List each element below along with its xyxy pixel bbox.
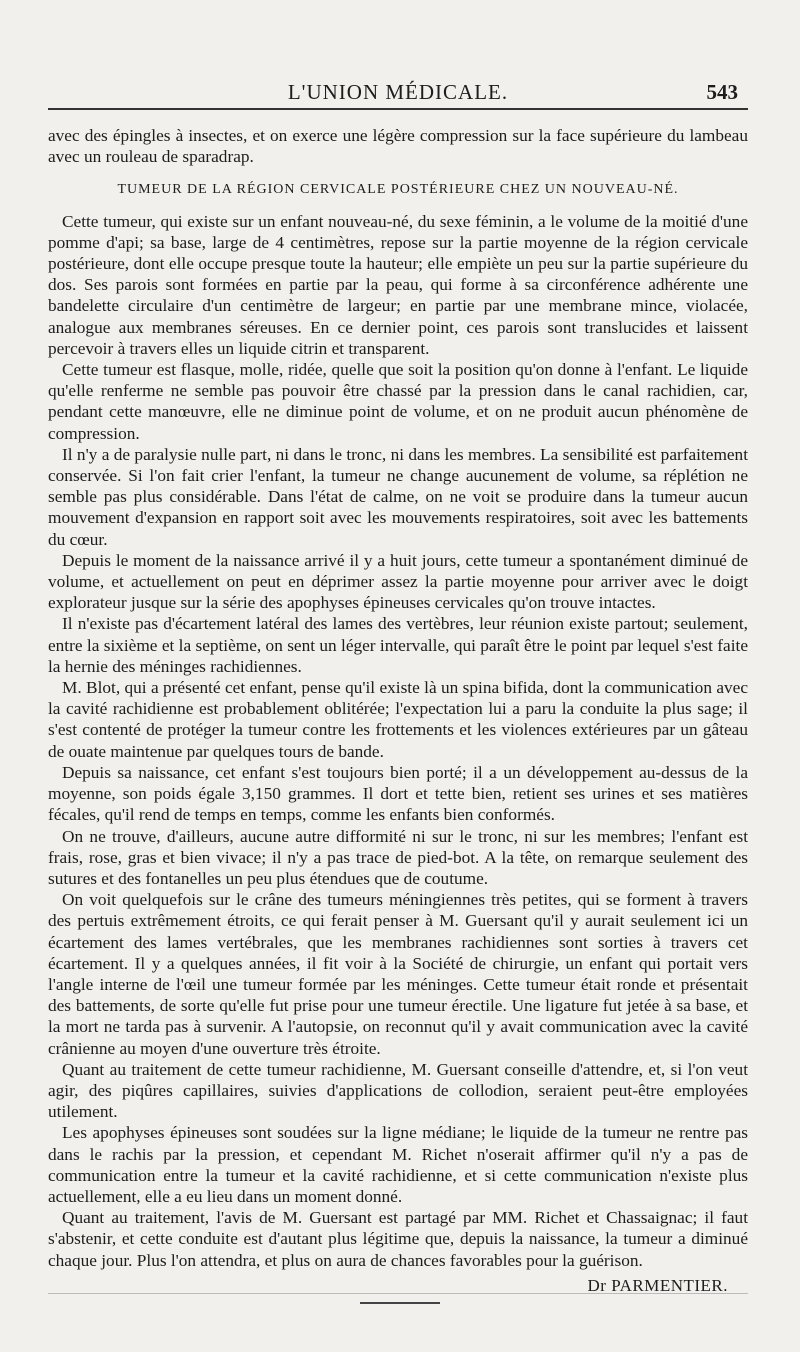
page-header — [48, 76, 748, 106]
article-body — [48, 125, 748, 1296]
author-signature: Dr PARMENTIER. — [587, 1275, 728, 1295]
paragraph-4: Depuis le moment de la naissance arrivé il y a huit jours, cette tumeur a spontanément diminué de volume, et actuellement on peut en déprimer assez la partie moyenne pour arriver avec le doigt explorateur jusque sur la série des apophyses épineuses cervicales qu'on trouve intactes. — [48, 550, 748, 613]
paragraph-8: On ne trouve, d'ailleurs, aucune autre difformité ni sur le tronc, ni sur les membres; l'enfant est frais, rose, gras et bien vivace; il n'y a pas trace de pied-bot. A la tête, on remarque seulement des sutures et des fontanelles un peu plus étendues que de coutume. — [48, 826, 748, 888]
paragraph-3: Il n'y a de paralysie nulle part, ni dans le tronc, ni dans les membres. La sensibilité est parfaitement conservée. Si l'on fait crier l'enfant, la tumeur ne change aucunement de volume, sa réplétion ne semble pas plus considérable. Dans l'état de calme, on ne voit se produire dans la tumeur aucun mouvement d'expansion en rapport soit avec les mouvements respiratoires, soit avec les battements du cœur. — [48, 444, 748, 549]
paragraph-6: M. Blot, qui a présenté cet enfant, pense qu'il existe là un spina bifida, dont la communication avec la cavité rachidienne est probablement oblitérée; l'expectation lui a paru la conduite la plus sage; il s'est contenté de protéger la tumeur contre les frottements et les violences extérieures par un gâteau de ouate maintenue par quelques tours de bande. — [48, 678, 748, 761]
paragraph-5: Il n'existe pas d'écartement latéral des lames des vertèbres, leur réunion existe partout; seulement, entre la sixième et la septième, on sent un léger intervalle, qui paraît être le point par lequel s'est faite la hernie des méninges rachidiennes. — [48, 614, 748, 676]
running-head: L'UNION MÉDICALE. — [287, 80, 509, 104]
header-rule — [48, 108, 748, 110]
paragraph-12: Quant au traitement, l'avis de M. Guersant est partagé par MM. Richet et Chassaignac; il faut s'abstenir, et cette conduite est d'autant plus légitime que, depuis la naissance, la tumeur a diminué chaque jour. Plus l'on attendra, et plus on aura de chances favorables pour la guérison. — [48, 1208, 748, 1270]
paragraph-2: Cette tumeur est flasque, molle, ridée, quelle que soit la position qu'on donne à l'enfant. Le liquide qu'elle renferme ne semble pas pouvoir être chassé par la pression dans le canal rachidien, car, pendant cette manœuvre, elle ne diminue point de volume, et on ne produit aucun phénomène de compression. — [48, 360, 748, 443]
footer-rule — [360, 1302, 440, 1304]
paragraph-9: On voit quelquefois sur le crâne des tumeurs méningiennes très petites, qui se forment à travers des pertuis extrêmement étroits, ce qui ferait penser à M. Guersant qu'il y aurait seulement ici un écartement des lames vertébrales, que les membranes rachidiennes sont sorties à travers cet écartement. Il y a quelques années, il fit voir à la Société de chirurgie, un enfant qui portait vers l'angle interne de l'œil une tumeur formée par les méninges. Cette tumeur était ronde et présentait des battements, de sorte qu'elle fut prise pour une tumeur érectile. Une ligature fut jetée à sa base, et la mort ne tarda pas à survenir. A l'autopsie, on reconnut qu'il y avait communication avec la cavité crânienne au moyen d'une ouverture très étroite. — [48, 890, 748, 1058]
paragraph-11: Les apophyses épineuses sont soudées sur la ligne médiane; le liquide de la tumeur ne rentre pas dans le rachis par la pression, et cependant M. Richet n'oserait affirmer qu'il n'y a pas de communication entre la tumeur et la cavité rachidienne, et si cette communication n'existe plus actuellement, elle a eu lieu dans un moment donné. — [48, 1123, 748, 1206]
paragraph-10: Quant au traitement de cette tumeur rachidienne, M. Guersant conseille d'attendre, et, si l'on veut agir, des piqûres capillaires, suivies d'applications de collodion, seraient peut-être employées utilement. — [48, 1059, 748, 1122]
footer-divider — [48, 1293, 748, 1294]
paragraph-1: Cette tumeur, qui existe sur un enfant nouveau-né, du sexe féminin, a le volume de la moitié d'une pomme d'api; sa base, large de 4 centimètres, repose sur la partie moyenne de la région cervicale postérieure, dont elle occupe presque toute la hauteur; elle empiète un peu sur la partie supérieure du dos. Ses parois sont formées en partie par la peau, qui forme à sa circonférence adhérente une bandelette circulaire d'un centimètre de largeur; en partie par une membrane mince, violacée, analogue aux membranes séreuses. En ce dernier point, ces parois sont translucides et laissent percevoir à travers elles un liquide citrin et transparent. — [48, 211, 748, 358]
continued-paragraph: avec des épingles à insectes, et on exerce une légère compression sur la face supérieure du lambeau avec un rouleau de sparadrap. — [48, 126, 748, 167]
paragraph-7: Depuis sa naissance, cet enfant s'est toujours bien porté; il a un développement au-dessus de la moyenne, son poids égale 3,150 grammes. Il dort et tette bien, retient ses urines et ses matières fécales, qu'il rend de temps en temps, comme les enfants bien conformés. — [48, 762, 748, 825]
page-number: 543 — [706, 80, 738, 104]
section-title: TUMEUR DE LA RÉGION CERVICALE POSTÉRIEURE CHEZ UN NOUVEAU-NÉ. — [117, 182, 679, 198]
